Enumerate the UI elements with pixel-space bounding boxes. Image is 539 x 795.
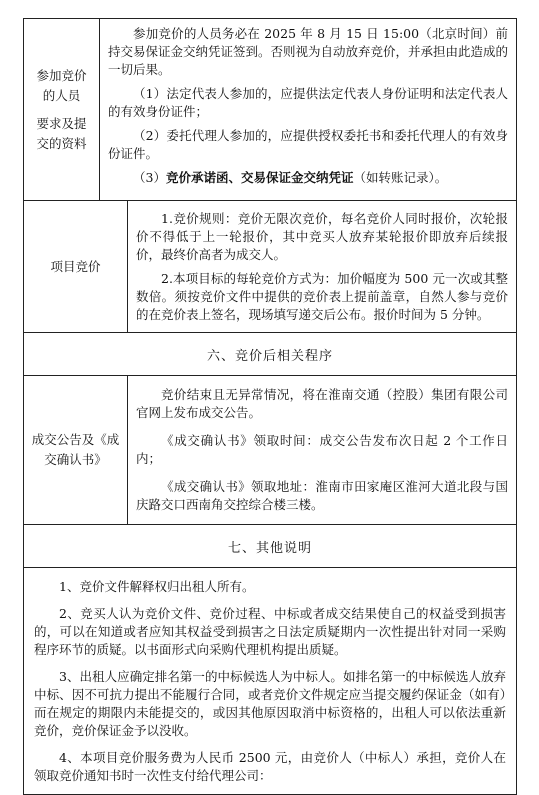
bid-paragraph-1: 1.竞价规则：竞价无限次竞价，每名竞价人同时报价，次轮报价不得低于上一轮报价，其中竞买人放弃某轮报价即放弃后续报价，最终价高者为成交人。 xyxy=(136,211,508,262)
label-line: 参加竞价 xyxy=(36,67,87,83)
label-line: 要求及提 xyxy=(36,115,87,131)
announcement-content xyxy=(128,376,516,524)
participant-requirements-row xyxy=(23,18,517,201)
announcement-row xyxy=(23,375,517,525)
section-six-heading: 六、竞价后相关程序 xyxy=(23,332,517,376)
bid-paragraph-2: 2.本项目标的每轮竞价方式为：加价幅度为 500 元一次或其整数倍。须按竞价文件中提供的竞价表上提前盖章，自然人参与竞价的在竞价表上签名，现场填写递交后公布。报价时间为 5 分钟。 xyxy=(136,271,508,322)
req-paragraph-3: （2）委托代理人参加的，应提供授权委托书和委托代理人的有效身份证件。 xyxy=(108,128,508,161)
other-notes-row xyxy=(23,567,517,795)
req-paragraph-2: （1）法定代表人参加的，应提供法定代表人身份证明和法定代表人的有效身份证件； xyxy=(108,86,508,119)
other-notes-content xyxy=(24,568,516,794)
label-line: 交的资料 xyxy=(36,135,87,151)
req-paragraph-4 xyxy=(108,169,508,187)
project-bidding-label: 项目竞价 xyxy=(24,201,128,332)
other-note-1: 1、竞价文件解释权归出租人所有。 xyxy=(59,579,255,594)
other-note-2: 2、竞买人认为竞价文件、竞价过程、中标或者成交结果使自己的权益受到损害的，可以在知道或者应知其权益受到损害之日法定质疑期内一次性提出针对同一采购程序环节的质疑。以书面形式向采购代理机构提出质疑。 xyxy=(34,606,506,657)
req-item-3-prefix: （3） xyxy=(133,170,166,185)
label-line: 成交公告及《成 xyxy=(31,432,120,447)
section-seven-heading: 七、其他说明 xyxy=(23,524,517,568)
label-line: 交确认书》 xyxy=(44,452,107,467)
participant-requirements-content xyxy=(100,19,516,200)
other-note-3: 3、出租人应确定排名第一的中标候选人为中标人。如排名第一的中标候选人放弃中标、因不可抗力提出不能履行合同，或者竞价文件规定应当提交履约保证金（如有）而在规定的期限内未能提交的，或因其他原因取消中标资格的，出租人可以依法重新竞价，竞价保证金予以没收。 xyxy=(34,669,506,738)
other-note-4: 4、本项目竞价服务费为人民币 2500 元，由竞价人（中标人）承担，竞价人在领取竞价通知书时一次性支付给代理公司： xyxy=(34,750,506,783)
announce-paragraph-1: 竞价结束且无异常情况，将在淮南交通（控股）集团有限公司官网上发布成交公告。 xyxy=(136,387,508,420)
announce-paragraph-3: 《成交确认书》领取地址：淮南市田家庵区淮河大道北段与国庆路交口西南角交控综合楼三楼。 xyxy=(136,479,508,512)
project-bidding-row xyxy=(23,200,517,333)
project-bidding-content xyxy=(128,201,516,332)
participant-requirements-label xyxy=(24,19,100,200)
announce-paragraph-2: 《成交确认书》领取时间：成交公告发布次日起 2 个工作日内； xyxy=(136,433,508,466)
req-paragraph-1: 参加竞价的人员务必在 2025 年 8 月 15 日 15:00（北京时间）前持交易保证金交纳凭证签到。否则视为自动放弃竞价，并承担由此造成的一切后果。 xyxy=(108,26,509,77)
req-item-3-suffix: （如转账记录）。 xyxy=(353,170,448,185)
label-line: 的人员 xyxy=(42,87,81,103)
announcement-label xyxy=(24,376,128,524)
req-item-3-bold: 竞价承诺函、交易保证金交纳凭证 xyxy=(165,170,354,185)
